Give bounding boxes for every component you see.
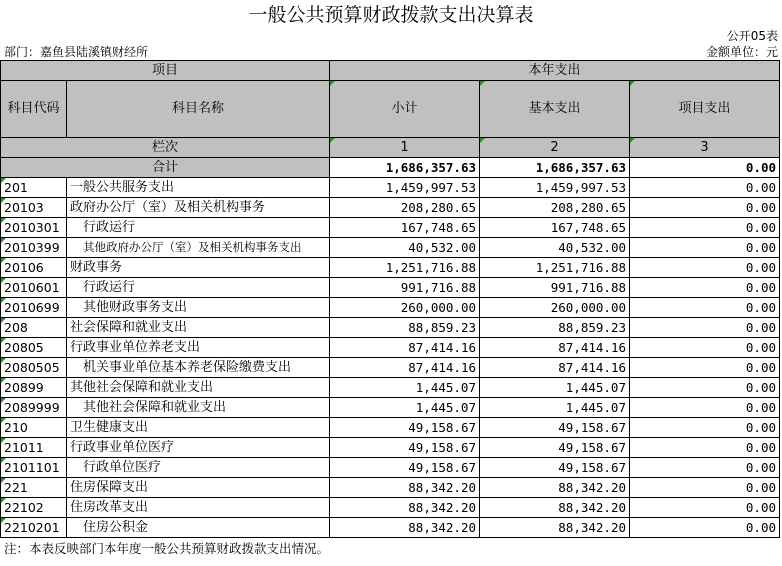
row-subtotal: 1,445.07: [330, 398, 480, 418]
header-basic: 基本支出: [480, 81, 630, 138]
row-code: 20106: [0, 258, 67, 278]
row-name: 行政运行: [67, 218, 330, 238]
row-code: 20103: [0, 198, 67, 218]
total-basic: 1,686,357.63: [480, 158, 630, 178]
row-project: 0.00: [630, 278, 780, 298]
row-name: 政府办公厅（室）及相关机构事务: [67, 198, 330, 218]
row-basic: 87,414.16: [480, 358, 630, 378]
row-code: 2210201: [0, 518, 67, 538]
row-basic: 991,716.88: [480, 278, 630, 298]
row-project: 0.00: [630, 518, 780, 538]
row-basic: 88,342.20: [480, 518, 630, 538]
row-project: 0.00: [630, 238, 780, 258]
row-basic: 260,000.00: [480, 298, 630, 318]
row-project: 0.00: [630, 458, 780, 478]
row-basic: 208,280.65: [480, 198, 630, 218]
row-subtotal: 88,342.20: [330, 498, 480, 518]
row-project: 0.00: [630, 398, 780, 418]
row-code: 201: [0, 178, 67, 198]
row-project: 0.00: [630, 418, 780, 438]
total-label: 合计: [0, 158, 330, 178]
row-basic: 87,414.16: [480, 338, 630, 358]
row-name: 行政事业单位医疗: [67, 438, 330, 458]
row-basic: 1,459,997.53: [480, 178, 630, 198]
row-basic: 1,445.07: [480, 398, 630, 418]
row-subtotal: 1,459,997.53: [330, 178, 480, 198]
header-subtotal: 小计: [330, 81, 480, 138]
row-code: 22102: [0, 498, 67, 518]
row-subtotal: 40,532.00: [330, 238, 480, 258]
department-label: 部门：嘉鱼县陆溪镇财经所: [4, 45, 149, 59]
row-code: 2101101: [0, 458, 67, 478]
header-project: 项目支出: [630, 81, 780, 138]
row-subtotal: 49,158.67: [330, 438, 480, 458]
row-name: 住房公积金: [67, 518, 330, 538]
row-subtotal: 88,859.23: [330, 318, 480, 338]
row-basic: 49,158.67: [480, 438, 630, 458]
row-project: 0.00: [630, 378, 780, 398]
row-name: 其他财政事务支出: [67, 298, 330, 318]
header-current-year: 本年支出: [330, 60, 780, 81]
row-project: 0.00: [630, 438, 780, 458]
row-name: 其他政府办公厅（室）及相关机构事务支出: [67, 238, 330, 258]
row-name: 行政单位医疗: [67, 458, 330, 478]
row-name: 住房保障支出: [67, 478, 330, 498]
row-code: 2010301: [0, 218, 67, 238]
row-project: 0.00: [630, 498, 780, 518]
footnote: 注：本表反映部门本年度一般公共预算财政拨款支出情况。: [4, 541, 330, 556]
row-subtotal: 260,000.00: [330, 298, 480, 318]
row-code: 20899: [0, 378, 67, 398]
row-project: 0.00: [630, 358, 780, 378]
row-name: 社会保障和就业支出: [67, 318, 330, 338]
row-basic: 88,859.23: [480, 318, 630, 338]
column-number-2: 2: [480, 138, 630, 158]
row-code: 2080505: [0, 358, 67, 378]
row-code: 2010601: [0, 278, 67, 298]
row-subtotal: 1,445.07: [330, 378, 480, 398]
row-subtotal: 49,158.67: [330, 458, 480, 478]
row-basic: 1,251,716.88: [480, 258, 630, 278]
row-subtotal: 49,158.67: [330, 418, 480, 438]
row-project: 0.00: [630, 258, 780, 278]
row-code: 210: [0, 418, 67, 438]
row-subtotal: 167,748.65: [330, 218, 480, 238]
form-number: 公开05表: [726, 29, 778, 43]
row-basic: 49,158.67: [480, 418, 630, 438]
row-code: 21011: [0, 438, 67, 458]
row-subtotal: 991,716.88: [330, 278, 480, 298]
total-project: 0.00: [630, 158, 780, 178]
row-name: 行政运行: [67, 278, 330, 298]
column-number-3: 3: [630, 138, 780, 158]
header-item: 项目: [0, 60, 330, 81]
row-project: 0.00: [630, 178, 780, 198]
total-subtotal: 1,686,357.63: [330, 158, 480, 178]
row-project: 0.00: [630, 298, 780, 318]
row-basic: 167,748.65: [480, 218, 630, 238]
row-subtotal: 88,342.20: [330, 478, 480, 498]
row-project: 0.00: [630, 218, 780, 238]
row-code: 2010399: [0, 238, 67, 258]
row-subtotal: 87,414.16: [330, 358, 480, 378]
amount-unit-label: 金额单位：元: [705, 45, 778, 59]
row-code: 208: [0, 318, 67, 338]
row-code: 2089999: [0, 398, 67, 418]
row-basic: 40,532.00: [480, 238, 630, 258]
row-subtotal: 87,414.16: [330, 338, 480, 358]
header-column-index: 栏次: [0, 138, 330, 158]
row-code: 2010699: [0, 298, 67, 318]
row-name: 一般公共服务支出: [67, 178, 330, 198]
row-basic: 88,342.20: [480, 498, 630, 518]
row-subtotal: 1,251,716.88: [330, 258, 480, 278]
row-basic: 88,342.20: [480, 478, 630, 498]
row-basic: 49,158.67: [480, 458, 630, 478]
row-name: 其他社会保障和就业支出: [67, 398, 330, 418]
header-name: 科目名称: [67, 81, 330, 138]
row-code: 20805: [0, 338, 67, 358]
row-name: 住房改革支出: [67, 498, 330, 518]
row-project: 0.00: [630, 478, 780, 498]
row-subtotal: 88,342.20: [330, 518, 480, 538]
row-name: 机关事业单位基本养老保险缴费支出: [67, 358, 330, 378]
row-project: 0.00: [630, 198, 780, 218]
row-name: 行政事业单位养老支出: [67, 338, 330, 358]
page-title: 一般公共预算财政拨款支出决算表: [248, 4, 534, 26]
row-name: 卫生健康支出: [67, 418, 330, 438]
row-code: 221: [0, 478, 67, 498]
column-number-1: 1: [330, 138, 480, 158]
row-name: 财政事务: [67, 258, 330, 278]
header-code: 科目代码: [0, 81, 67, 138]
row-basic: 1,445.07: [480, 378, 630, 398]
row-subtotal: 208,280.65: [330, 198, 480, 218]
row-name: 其他社会保障和就业支出: [67, 378, 330, 398]
row-project: 0.00: [630, 338, 780, 358]
row-project: 0.00: [630, 318, 780, 338]
